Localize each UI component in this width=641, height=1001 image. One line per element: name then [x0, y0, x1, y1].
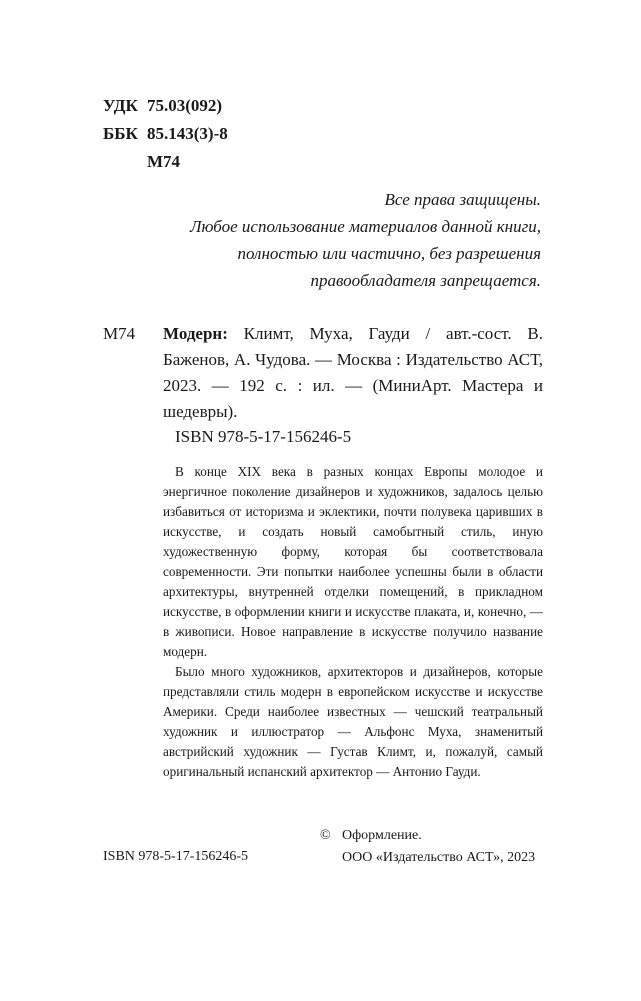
annotation-paragraph-2: Было много художников, архитекторов и дизайнеров, которые представляли стиль модерн в европейском искусстве и искусстве Америки. Среди наиболее известных — чешский театральный художник и иллюстратор — Альфонс Муха, знаменитый австрийский художник — Густав Климт, и, пожалуй, самый оригинальный испанский архитектор — Антонио Гауди. [163, 664, 543, 779]
copyright-line-2: ООО «Издательство АСТ», 2023 [342, 850, 536, 865]
rights-line-1: Все права защищены. [384, 190, 541, 209]
bbk-line [103, 120, 228, 148]
isbn-footer: ISBN 978-5-17-156246-5 [103, 849, 249, 864]
author-mark: М74 [147, 152, 181, 171]
annotation [163, 462, 543, 782]
bibliographic-rest: Климт, Муха, Гауди / авт.-сост. В. Баженов, А. Чудова. — Москва : Издательство АСТ, 2023. — 192 с. : ил. — (МиниАрт. Мастера и шедевры). [163, 324, 543, 421]
book-title: Модерн: [163, 324, 228, 343]
rights-line-3: полностью или частично, без разрешения [237, 244, 541, 263]
isbn-main: ISBN 978-5-17-156246-5 [175, 427, 352, 446]
catalog-author-mark: М74 [103, 324, 136, 343]
annotation-paragraph-1: В конце XIX века в разных концах Европы молодое и энергичное поколение дизайнеров и художников, задалось целью избавиться от историзма и эклектики, почти полувека царивших в искусстве, и создать новый самобытный стиль, иную художественную форму, которая бы соответствовала современности. Эти попытки наиболее успешны были в области архитектуры, внутренней отделки помещений, в прикладном искусстве, в оформлении книги и искусстве плаката, и, конечно, — в живописи. Новое направление в искусстве получило название модерн. [163, 464, 543, 659]
udk-value: 75.03(092) [147, 96, 223, 115]
udk-line [103, 92, 222, 120]
bbk-label: ББК [103, 124, 138, 143]
copyright-block [320, 825, 535, 869]
copyright-symbol: © [320, 828, 331, 843]
rights-line-4: правообладателя запрещается. [310, 271, 541, 290]
udk-label: УДК [103, 96, 138, 115]
rights-notice [100, 186, 541, 294]
copyright-line-1: Оформление. [342, 828, 422, 843]
bbk-value: 85.143(3)-8 [147, 124, 228, 143]
bibliographic-description [163, 321, 543, 425]
rights-line-2: Любое использование материалов данной книги, [190, 217, 541, 236]
